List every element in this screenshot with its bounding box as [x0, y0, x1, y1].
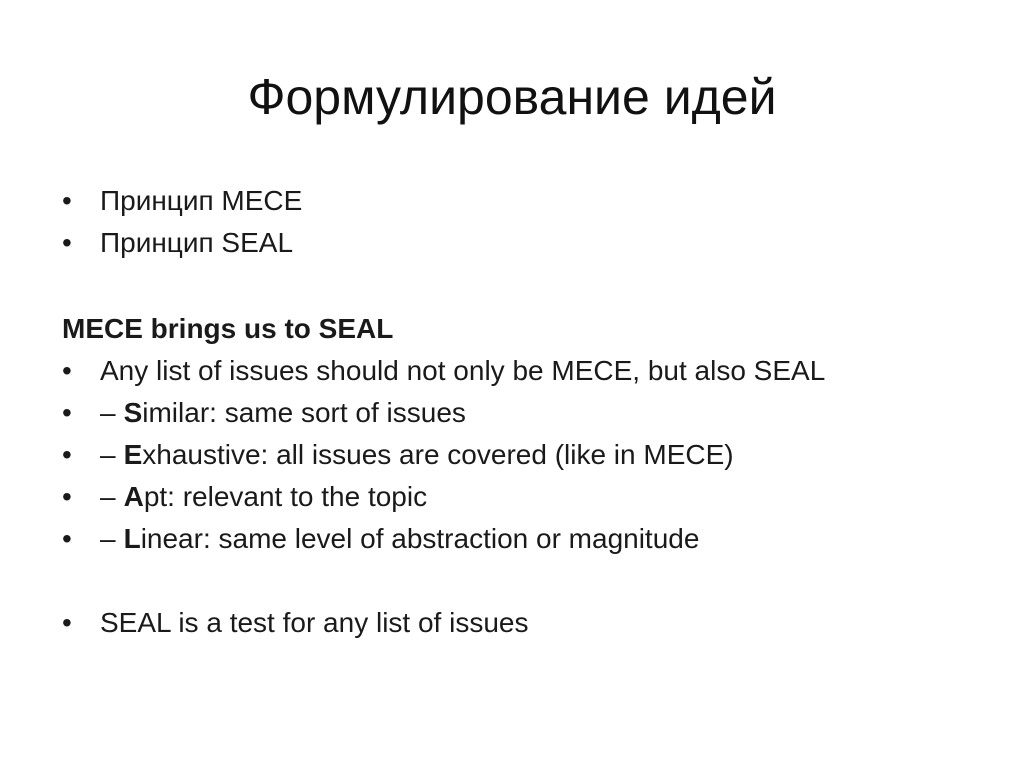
bullet-seal-intro [62, 350, 992, 392]
seal-item-text: xhaustive: all issues are covered (like in MECE) [142, 439, 734, 470]
bullet-glyph: • [62, 185, 72, 216]
bullet-conclusion [62, 602, 992, 644]
bullet-glyph: • [62, 227, 72, 258]
bullet-glyph: • [62, 439, 72, 470]
seal-letter: S [123, 397, 143, 428]
dash-glyph: – [100, 523, 116, 554]
bullet-seal-exhaustive [62, 434, 992, 476]
seal-letter: A [123, 481, 144, 512]
bullet-seal-linear [62, 518, 992, 560]
seal-item-text: inear: same level of abstraction or magnitude [140, 523, 700, 554]
bullet-glyph: • [62, 481, 72, 512]
seal-letter: L [123, 523, 141, 554]
bullet-text: Принцип SEAL [100, 227, 294, 258]
bullet-glyph: • [62, 607, 72, 638]
seal-item-text: imilar: same sort of issues [142, 397, 466, 428]
bullet-principle-mece [62, 180, 992, 222]
slide-content [62, 180, 992, 644]
bullet-glyph: • [62, 523, 72, 554]
bullet-seal-apt [62, 476, 992, 518]
seal-item-text: pt: relevant to the topic [143, 481, 428, 512]
spacer [62, 560, 992, 602]
dash-glyph: – [100, 439, 116, 470]
bullet-text: Принцип MECE [100, 185, 303, 216]
bullet-seal-similar [62, 392, 992, 434]
bullet-glyph: • [62, 397, 72, 428]
bullet-text: SEAL is a test for any list of issues [100, 607, 529, 638]
bullet-glyph: • [62, 355, 72, 386]
slide-title: Формулирование идей [247, 69, 777, 125]
bullet-text: Any list of issues should not only be MECE, but also SEAL [100, 355, 826, 386]
seal-letter: E [123, 439, 143, 470]
dash-glyph: – [100, 397, 116, 428]
dash-glyph: – [100, 481, 116, 512]
spacer [62, 264, 992, 308]
bullet-principle-seal [62, 222, 992, 264]
seal-heading: MECE brings us to SEAL [62, 313, 394, 344]
